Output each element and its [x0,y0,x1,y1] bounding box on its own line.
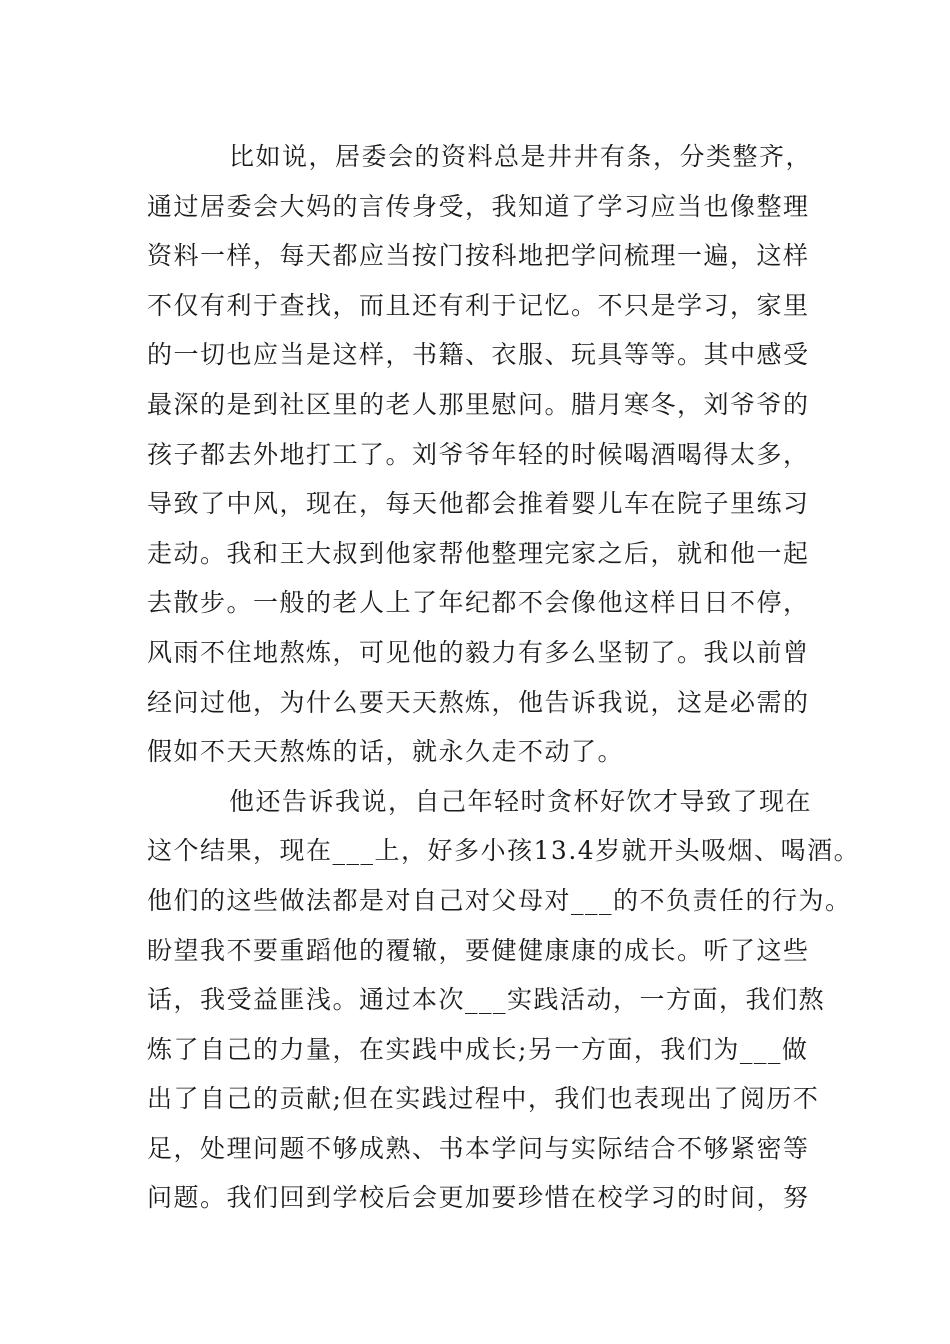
paragraph-line: 出了自己的贡献;但在实践过程中，我们也表现出了阅历不 [147,1084,820,1114]
paragraph-line: 这个结果，现在___上，好多小孩13.4岁就开头吸烟、喝酒。 [147,836,861,866]
paragraph-line: 经问过他，为什么要天天熬炼，他告诉我说，这是必需的 [147,687,810,717]
body-text [147,132,861,1223]
paragraph-line: 风雨不住地熬炼，可见他的毅力有多么坚韧了。我以前曾 [147,637,810,667]
paragraph-line: 问题。我们回到学校后会更加要珍惜在校学习的时间，努 [147,1183,810,1213]
paragraph-line: 盼望我不要重蹈他的覆辙，要健健康康的成长。听了这些 [147,935,810,965]
paragraph-line: 的一切也应当是这样，书籍、衣服、玩具等等。其中感受 [147,340,810,370]
paragraph-line: 话，我受益匪浅。通过本次___实践活动，一方面，我们熬 [147,985,826,1015]
paragraph-line: 不仅有利于查找，而且还有利于记忆。不只是学习，家里 [147,290,810,320]
paragraph-line: 走动。我和王大叔到他家帮他整理完家之后，就和他一起 [147,538,810,568]
paragraph-line: 最深的是到社区里的老人那里慰问。腊月寒冬，刘爷爷的 [147,389,810,419]
paragraph-line: 导致了中风，现在，每天他都会推着婴儿车在院子里练习 [147,489,810,519]
paragraph-line: 假如不天天熬炼的话，就永久走不动了。 [147,737,625,767]
paragraph-line: 孩子都去外地打工了。刘爷爷年轻的时候喝酒喝得太多， [147,439,810,469]
paragraph-line: 资料一样，每天都应当按门按科地把学问梳理一遍，这样 [147,241,810,271]
paragraph-line: 去散步。一般的老人上了年纪都不会像他这样日日不停， [147,588,810,618]
paragraph-line: 足，处理问题不够成熟、书本学问与实际结合不够紧密等 [147,1133,810,1163]
paragraph-line: 他们的这些做法都是对自己对父母对___的不负责任的行为。 [147,885,852,915]
paragraph-line: 他还告诉我说，自己年轻时贪杯好饮才导致了现在 [229,786,813,816]
paragraph-line: 炼了自己的力量，在实践中成长;另一方面，我们为___做 [147,1034,809,1064]
paragraph-line: 比如说，居委会的资料总是井井有条，分类整齐， [229,142,813,171]
paragraph-line: 通过居委会大妈的言传身受，我知道了学习应当也像整理 [147,191,810,221]
